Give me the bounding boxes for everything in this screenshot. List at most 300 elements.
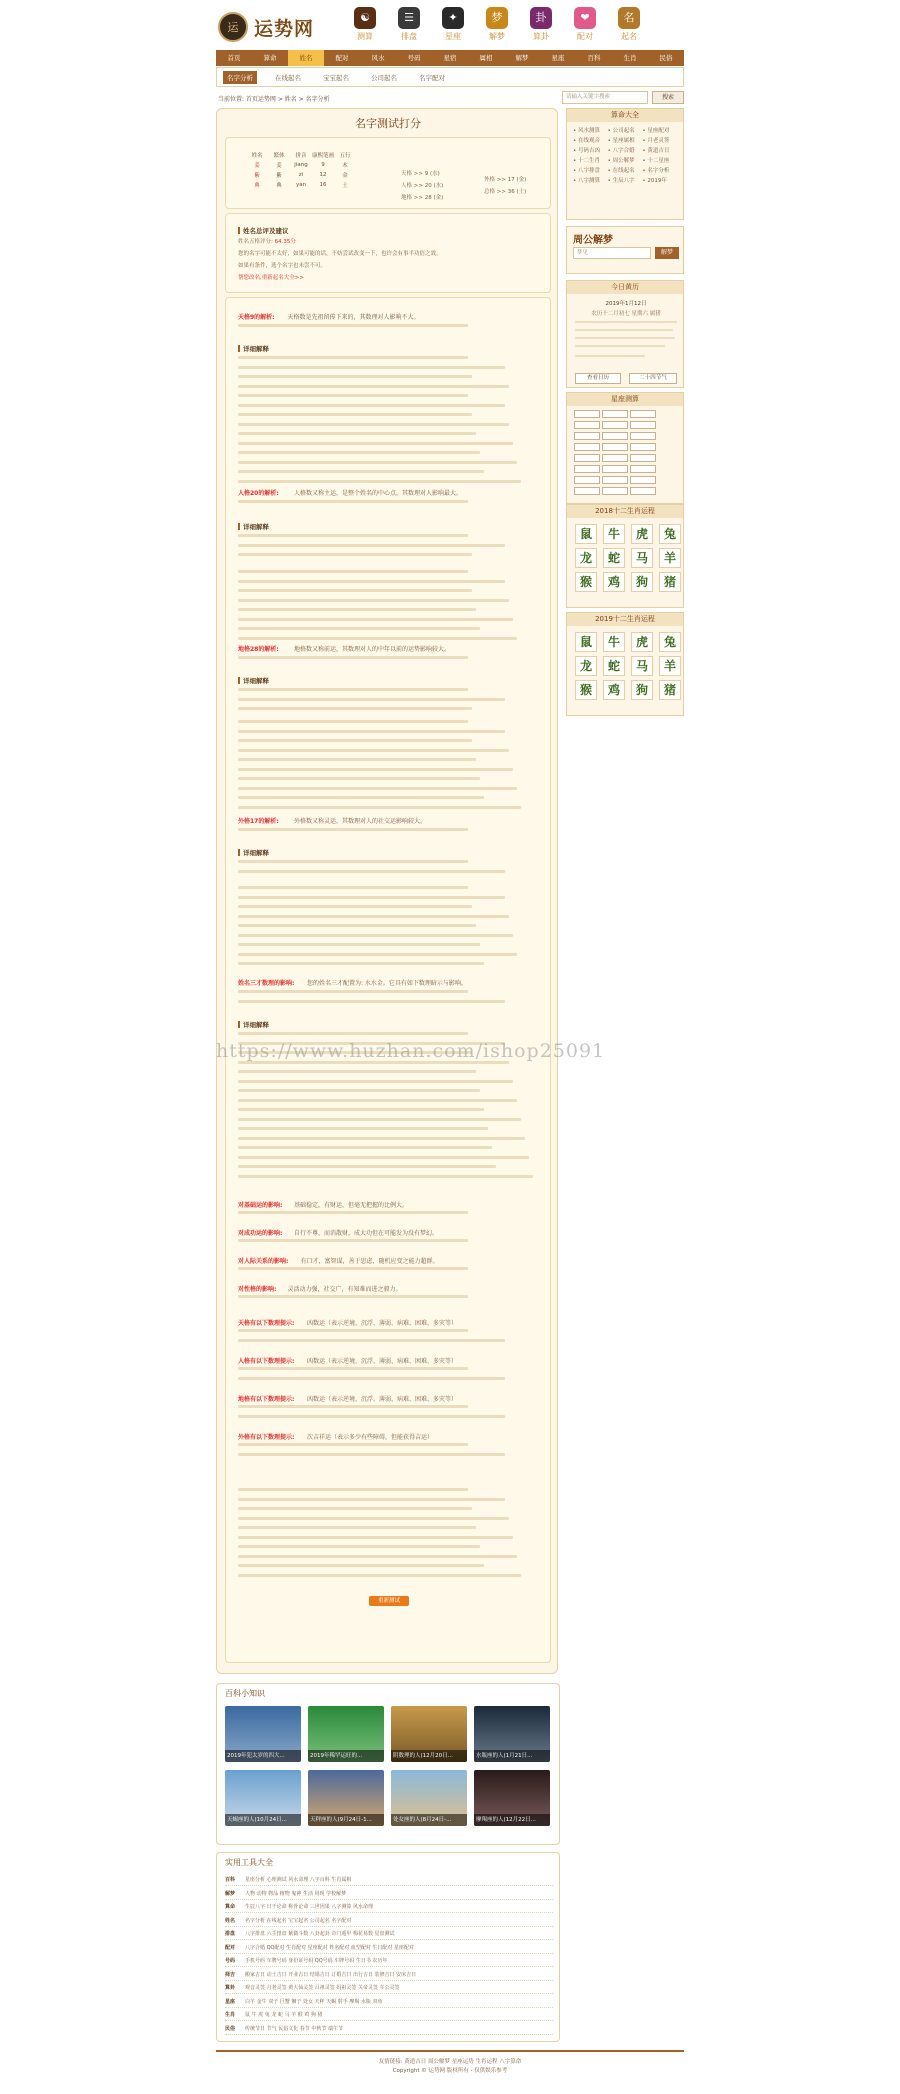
text-line [238,356,468,359]
baike-caption: 2019年犯太岁的四大... [225,1750,301,1762]
text-line [238,806,521,809]
text-line [238,1211,468,1214]
fortune-link-row [573,166,677,176]
table-cell: 木 [342,163,348,169]
text-line [238,915,509,918]
score-desc: 您的名字可能不太好，如果可能的话，不妨尝试改变一下，也许会有事半功倍之效。 [238,251,442,257]
top-icon-label: 配对 [577,32,593,41]
match-select[interactable] [574,476,600,484]
tool-row [225,2010,553,2021]
text-line [238,1545,480,1548]
match-select[interactable] [630,454,656,462]
text-line [238,470,484,473]
tool-links[interactable]: 观音灵签 月老灵签 黄大仙灵签 吕祖灵签 妈祖灵签 关帝灵签 车公灵签 [245,1985,400,1991]
match-select-row [573,487,677,498]
sub-nav [216,67,684,87]
text-line [238,860,468,863]
text-line [238,432,476,435]
tool-links[interactable]: 传统节日 节气 民俗文化 春节 中秋节 端午节 [245,2025,343,2032]
score-value: 64.35分 [274,239,296,245]
top-icon-label: 测算 [357,32,373,41]
zodiac-2019-grid [567,626,683,706]
nav-item[interactable]: 百科 [587,54,601,62]
text-line [238,828,468,831]
top-icon-label: 解梦 [489,32,505,41]
text-line [238,500,468,503]
zodiac-cell[interactable]: 牛 [603,524,625,544]
text-line [238,589,472,592]
table-cell: zi [298,172,304,178]
text-line [238,1507,472,1510]
analysis-label: 外格17的解析: [238,818,279,825]
nav-item[interactable]: 民俗 [659,54,673,62]
table-cell: 9 [321,162,325,168]
baike-title: 百科小知识 [225,1689,265,1698]
match-select[interactable] [602,476,628,484]
text-line [238,544,505,547]
table-cell: 典 [276,183,282,189]
name-summary-block [225,137,551,209]
text-line [238,461,517,464]
match-select[interactable] [630,432,656,440]
score-desc-2: 如果有条件，选个名字也未尝不可。 [238,263,327,269]
dream-box [566,226,684,274]
text-line [238,1032,468,1035]
analysis-label: 天格有以下数理提示: [238,1320,295,1327]
zodiac-cell[interactable]: 狗 [631,680,653,700]
rename-link[interactable]: 帮您改名,重新起名大全>> [238,275,304,281]
match-select[interactable] [630,465,656,473]
tool-row [225,1983,553,1994]
fortune-link[interactable]: • 月老灵签 [642,138,670,144]
text-line [238,962,484,965]
match-select[interactable] [602,465,628,473]
table-cell: jiang [294,162,308,168]
text-line [238,1108,484,1111]
text-line [238,366,505,369]
baike-card[interactable] [391,1706,467,1762]
zodiac-cell[interactable]: 鸡 [603,572,625,592]
top-icon-label: 排盘 [401,32,417,41]
score-block [225,213,551,293]
text-line [238,1453,505,1456]
table-cell: 土 [342,183,348,189]
top-icon-glyph-icon: 卦 [530,7,552,29]
text-line [238,698,505,701]
retest-button[interactable]: 重新测试 [369,1596,409,1606]
text-line [238,1377,505,1380]
analysis-desc: 地格数又称前运，其数理对人的中年以前的运势影响较大。 [294,646,451,653]
analysis-desc: 凶数运（表示逆境、沉浮、薄弱、病难、困难、多灾等） [307,1320,458,1327]
fortune-link[interactable]: • 名字分析 [642,168,670,174]
fortune-link[interactable]: • 八字排盘 [573,168,600,174]
top-icon-glyph-icon: 梦 [486,7,508,29]
text-line [238,534,468,537]
match-select[interactable] [602,410,628,418]
text-line [238,423,509,426]
analysis-desc: 灵活动力强，社交广，有知难而进之毅力。 [287,1286,402,1293]
tool-category: 配对 [225,1944,236,1951]
baike-caption: 2019年稀罕运旺的... [308,1750,384,1762]
zodiac-cell[interactable]: 猴 [575,680,597,700]
baike-card[interactable] [225,1770,301,1826]
text-line [238,1415,505,1418]
match-select[interactable] [630,410,656,418]
zodiac-2018-grid [567,518,683,598]
zodiac-cell[interactable]: 龙 [575,548,597,568]
fortune-link[interactable]: • 公司起名 [607,128,635,134]
text-line [238,886,468,889]
text-line [238,1555,517,1558]
tool-category: 星座 [225,1998,236,2005]
footer-copyright: Copyright © 运势网 版权所有 - 仅供娱乐参考 [392,2068,508,2074]
zodiac-cell[interactable]: 猪 [659,680,681,700]
table-row [246,160,356,170]
site-name: 运势网 [254,17,315,40]
nav-item[interactable]: 星座 [551,54,565,62]
zodiac-cell[interactable]: 兔 [659,632,681,652]
baike-caption: 天秤座的人(9月24日-1... [308,1814,384,1826]
baike-card[interactable] [308,1706,384,1762]
text-line [238,1089,480,1092]
fortune-link[interactable]: • 星座属相 [607,138,635,144]
tool-category: 姓名 [225,1917,236,1924]
zodiac-cell[interactable]: 马 [631,548,653,568]
nav-item[interactable]: 算命 [263,54,277,62]
tools-title: 实用工具大全 [225,1858,273,1867]
top-icon-3[interactable] [477,7,517,47]
analysis-desc: 基础稳定，有财运，但毫无把握的比例大。 [294,1202,409,1209]
text-line [238,688,468,691]
analysis-label: 对性格的影响: [238,1286,277,1293]
zodiac-cell[interactable]: 牛 [603,632,625,652]
match-select[interactable] [602,421,628,429]
analysis-label: 对人际关系的影响: [238,1258,289,1265]
zodiac-cell[interactable]: 蛇 [603,656,625,676]
fortune-link[interactable]: • 十二生肖 [573,158,600,164]
baike-caption: 处女座的人(8月24日-... [391,1814,467,1826]
top-icon-2[interactable] [433,7,473,47]
zodiac-cell[interactable]: 羊 [659,548,681,568]
match-select[interactable] [574,432,600,440]
zodiac-cell[interactable]: 猪 [659,572,681,592]
match-select[interactable] [574,487,600,495]
analysis-label: 外格有以下数理提示: [238,1434,295,1441]
match-select[interactable] [602,432,628,440]
tool-category: 算命 [225,1904,236,1910]
match-select[interactable] [602,443,628,451]
text-line [238,413,472,416]
analysis-desc: 自行不尊，而消散财，成大功但在可能发为没有梦幻。 [294,1230,439,1237]
text-line [238,1517,509,1520]
grid-value: 天格 >> 9 (水) [401,171,440,177]
table-row [246,170,356,180]
table-cell: 紫 [276,173,282,179]
text-line [238,1000,505,1003]
match-select[interactable] [602,487,628,495]
dream-button[interactable]: 解梦 [655,247,679,259]
text-line [238,768,513,771]
dream-input[interactable]: 梦见 [573,247,651,259]
nav-item[interactable]: 风水 [371,54,385,62]
top-icon-glyph-icon: 名 [618,7,640,29]
footer-links[interactable]: 友情链接: 黄道吉日 周公解梦 星座运势 生肖运程 八字算命 [378,2059,522,2065]
top-icon-6[interactable] [609,7,649,47]
table-cell: 姜 [254,163,260,169]
text-line [238,870,505,873]
fortune-link[interactable]: • 十二星座 [642,158,670,164]
subnav-item[interactable]: 在线起名 [275,73,301,82]
tool-links[interactable]: 人物 动物 物品 植物 鬼神 生活 用现 学校解梦 [245,1890,347,1897]
top-icon-label: 算卦 [533,32,549,41]
tool-links[interactable]: 八字合婚 QQ配对 生肖配对 星座配对 姓名配对 血型配对 生日配对 星座配对 [245,1944,415,1951]
text-line [238,1070,476,1073]
text-line [238,570,468,573]
subnav-item[interactable]: 宝宝起名 [323,73,349,82]
zodiac-cell[interactable]: 蛇 [603,548,625,568]
tool-category: 择吉 [225,1971,236,1978]
subnav-item[interactable]: 公司起名 [371,73,397,82]
main-nav [216,50,684,66]
zodiac-cell[interactable]: 鼠 [575,524,597,544]
match-select-row [573,476,677,487]
text-line [238,627,480,630]
table-header-cell: 五行 [339,153,351,159]
match-select[interactable] [602,454,628,462]
text-line [238,1329,468,1332]
fortune-link-row [573,146,677,156]
text-line [238,1367,468,1370]
text-line [238,1536,513,1539]
text-line [238,404,505,407]
zodiac-2019-title: 2019十二生肖运程 [567,613,683,626]
match-select[interactable] [630,487,656,495]
baike-card[interactable] [474,1706,550,1762]
fortune-link[interactable]: • 在线观音 [573,138,600,144]
baike-box [216,1683,560,1845]
fortune-title: 算命大全 [567,109,683,122]
top-icon-glyph-icon: ☯ [354,7,376,29]
baike-card[interactable] [225,1706,301,1762]
fortune-link[interactable]: • 在线起名 [607,168,635,174]
match-select-row [573,432,677,443]
baike-card[interactable] [308,1770,384,1826]
fortune-link[interactable]: • 周公解梦 [607,158,635,164]
analysis-label: 姓名三才数理的影响: [238,980,295,987]
fortune-link[interactable]: • 风水测算 [573,128,600,134]
zodiac-cell[interactable]: 猴 [575,572,597,592]
match-select-row [573,421,677,432]
grid-value: 地格 >> 28 (金) [401,195,444,201]
dream-title: 周公解梦 [573,235,613,246]
top-icon-1[interactable] [389,7,429,47]
tool-links[interactable]: 手机号码 车牌号码 身份证号码 QQ号码 车牌号码 生日书 农历年 [245,1958,388,1964]
text-line [238,1267,468,1270]
zodiac-2018-box [566,504,684,608]
grid-value: 人格 >> 20 (水) [401,183,444,189]
text-line [238,905,472,908]
table-cell: 紫 [254,173,260,179]
text-line [238,1146,492,1149]
detail-title: 详细解释 [238,344,269,353]
baike-card[interactable] [474,1770,550,1826]
nav-item[interactable]: 号码 [407,54,421,62]
calendar-lunar: 农历十二月初七 星期六 属猪 [591,311,661,317]
zodiac-cell[interactable]: 虎 [631,524,653,544]
fortune-link[interactable]: • 八字测算 [573,178,600,184]
nav-item[interactable]: 生肖 [623,54,637,62]
match-select[interactable] [574,465,600,473]
site-logo[interactable] [218,8,328,46]
tool-links[interactable]: 生辰八字 日干论命 称骨论命 三世因果 八字测算 风水命理 [245,1904,373,1910]
text-line [238,1165,496,1168]
tool-category: 号码 [225,1958,236,1964]
tool-links[interactable]: 星座分析 心理测试 风水命理 八字百科 生肖属相 [245,1877,352,1883]
baike-caption: 摩羯座的人(12月22日... [474,1814,550,1826]
table-cell: 16 [319,182,327,188]
detail-title: 详细解释 [238,1020,269,1029]
analysis-label: 天格9的解析: [238,314,275,321]
analysis-desc: 有口才，富智谋，善于思虑，随机应变之能力超群。 [300,1258,439,1265]
text-line [238,394,468,397]
solar-terms-button[interactable]: 二十四节气 [629,373,677,384]
baike-card[interactable] [391,1770,467,1826]
subnav-item[interactable]: 名字分析 [223,71,257,84]
view-calendar-button[interactable]: 查看日历 [575,373,621,384]
name-table [246,150,356,190]
star-match-box [566,392,684,504]
table-cell: 12 [319,172,327,178]
tool-links[interactable]: 八字排盘 六壬排盘 紫微斗数 八卦起卦 奇门遁甲 梅花易数 星盘测试 [245,1931,395,1937]
text-line [238,1564,484,1567]
analysis-label: 地格有以下数理提示: [238,1396,295,1403]
nav-item[interactable]: 属相 [479,54,493,62]
text-line [238,990,468,993]
tool-links[interactable]: 鼠 牛 虎 兔 龙 蛇 马 羊 猴 鸡 狗 猪 [245,2012,323,2018]
zodiac-cell[interactable]: 虎 [631,632,653,652]
tool-row [225,1943,553,1954]
text-line [238,739,472,742]
zodiac-cell[interactable]: 龙 [575,656,597,676]
text-line [238,1574,521,1577]
top-icon-0[interactable] [345,7,385,47]
top-icon-label: 星座 [445,32,461,41]
match-select[interactable] [630,476,656,484]
fortune-link-row [573,136,677,146]
calendar-date: 2019年1月12日 [605,301,647,307]
fortune-link[interactable]: • 星座配对 [642,128,670,134]
fortune-link[interactable]: • 号码吉凶 [573,148,600,154]
zodiac-cell[interactable]: 兔 [659,524,681,544]
tool-links[interactable]: 名字分析 在线起名 宝宝起名 公司起名 名字配对 [245,1917,352,1924]
search-input[interactable]: 请输入关键字搜索 [562,91,648,104]
top-icon-5[interactable] [565,7,605,47]
fortune-links [567,122,683,190]
tools-box [216,1852,560,2042]
zodiac-cell[interactable]: 羊 [659,656,681,676]
zodiac-cell[interactable]: 鸡 [603,680,625,700]
baike-caption: 天蝎座的人(10月24日... [225,1814,301,1826]
tool-row [225,1997,553,2008]
fortune-link[interactable]: • 生辰八字 [607,178,635,184]
text-line [238,553,472,556]
text-line [238,608,476,611]
fortune-link-row [573,126,677,136]
text-line [238,943,480,946]
logo-emblem-icon: 运 [218,12,248,42]
text-line [238,934,513,937]
nav-item[interactable]: 解梦 [515,54,529,62]
analysis-desc: 次吉祥运（表示多少有些障碍，但能获得吉运） [307,1434,434,1441]
tool-row [225,1956,553,1967]
text-line [238,1295,468,1298]
match-select[interactable] [630,443,656,451]
match-select[interactable] [574,454,600,462]
fortune-link[interactable]: • 2019年 [642,178,667,184]
text-line [238,1405,468,1408]
analysis-desc: 凶数运（表示逆境、沉浮、薄弱、病难、困难、多灾等） [307,1358,458,1365]
text-line [238,777,480,780]
detail-title: 详细解释 [238,522,269,531]
tool-category: 生肖 [225,2012,236,2018]
zodiac-2019-box [566,612,684,716]
zodiac-cell[interactable]: 鼠 [575,632,597,652]
table-header-cell: 康熙笔画 [312,153,335,159]
text-line [238,1156,529,1159]
fortune-link[interactable]: • 黄道吉日 [642,148,670,154]
table-cell: 金 [342,173,348,179]
subnav-item[interactable]: 名字配对 [419,73,445,82]
text-line [238,1127,488,1130]
text-line [238,730,505,733]
tool-category: 解梦 [225,1890,236,1897]
table-header-cell: 拼音 [295,153,307,159]
text-line [238,1526,476,1529]
calendar-box [566,280,684,388]
nav-item[interactable]: 首页 [227,54,241,62]
analysis-label: 对成功运的影响: [238,1230,283,1237]
match-select[interactable] [574,421,600,429]
tool-links[interactable]: 搬家吉日 动土吉日 开业吉日 结婚吉日 订婚吉日 出行吉日 装修吉日 安床吉日 [245,1971,417,1978]
score-title: 姓名总评及建议 [238,226,289,235]
tool-category: 排盘 [225,1931,236,1937]
zodiac-cell[interactable]: 狗 [631,572,653,592]
tool-category: 百科 [225,1877,236,1883]
text-line [238,385,509,388]
match-select[interactable] [574,410,600,418]
watermark-text: https://www.huzhan.com/ishop25091 [216,1040,606,1062]
nav-item[interactable]: 配对 [335,54,349,62]
zodiac-cell[interactable]: 马 [631,656,653,676]
tool-row [225,2024,553,2035]
grid-value: 外格 >> 17 (金) [484,177,527,183]
name-test-panel [216,108,558,1674]
nav-item[interactable]: 星宿 [443,54,457,62]
top-icon-glyph-icon: ❤ [574,7,596,29]
match-select[interactable] [574,443,600,451]
top-icon-4[interactable] [521,7,561,47]
page-title: 名字测试打分 [355,117,421,130]
text-line [238,1175,533,1178]
search-button[interactable]: 搜索 [652,91,684,104]
tool-links[interactable]: 白羊 金牛 双子 巨蟹 狮子 处女 天秤 天蝎 射手 摩羯 水瓶 双鱼 [245,1998,383,2005]
fortune-link[interactable]: • 八字合婚 [607,148,635,154]
match-select[interactable] [630,421,656,429]
text-line [238,1488,468,1491]
calendar-title: 今日黄历 [567,281,683,294]
nav-item[interactable]: 姓名 [288,50,324,66]
match-selects [567,406,683,502]
